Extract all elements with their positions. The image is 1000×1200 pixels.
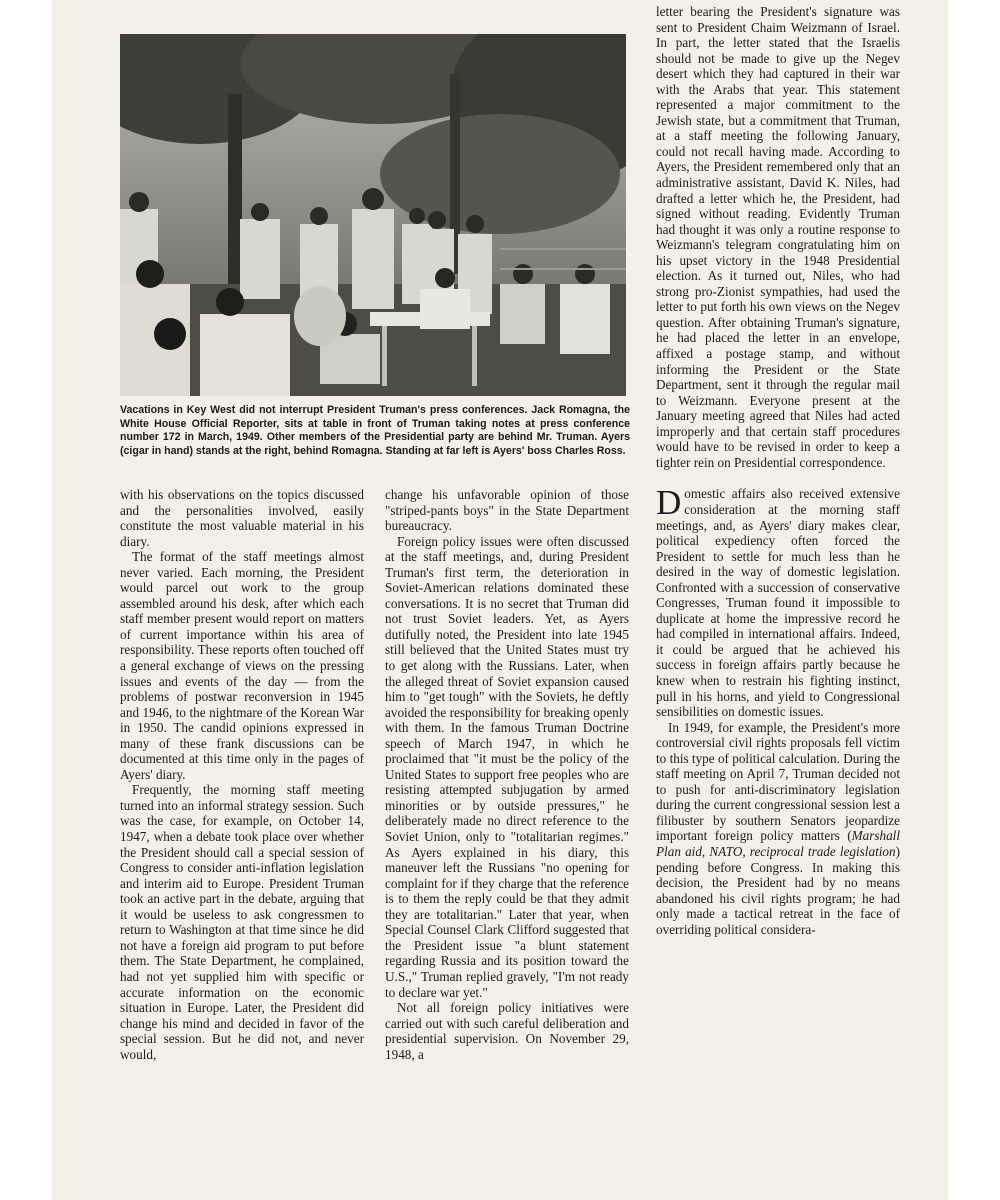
text-column-1 [120, 487, 364, 1187]
text-column-2 [385, 487, 629, 1187]
paragraph: Not all foreign policy initiatives were carried out with such careful deliberation and presidential supervision. On November 29, 1948, a [385, 1000, 629, 1062]
paragraph: Foreign policy issues were often discussed at the staff meetings, and, during President Truman's first term, the deterioration in Soviet-American relations dominated these conversations. It is no secret that Truman did not trust Soviet leaders. Yet, as Ayers dutifully noted, the President into late 1945 still believed that the United States must try to get along with the Russians. Later, when the alleged threat of Soviet expansion caused him to "get tough" with the Soviets, he deftly avoided the responsibility for breaking openly with them. In the famous Truman Doctrine speech of March 1947, in which he proclaimed that "it must be the policy of the United States to support free peoples who are resisting attempted subjugation by armed minorities or by outside pressures," he deliberately made no direct reference to the Soviet Union, only to "totalitarian regimes." As Ayers explained in his diary, this maneuver left the Russians "no opening for complaint for if they charge that the reference is to them the reply could be that they admit they are totalitarian." Later that year, when Special Counsel Clark Clifford suggested that the President issue "a blunt statement regarding Russia and its position toward the U.S.," Truman replied gravely, "I'm not ready to declare war yet." [385, 533, 629, 1000]
drop-cap: D [656, 483, 682, 523]
paragraph: The format of the staff meetings almost never varied. Each morning, the President would parcel out work to the group assembled around his desk, after which each staff member present would report on matters of current importance within his area of responsibility. These reports often touched off a general exchange of views on the pressing issues and events of the day — from the problems of postwar reconversion in 1945 and 1946, to the nightmare of the Korean War in 1950. The candid opinions expressed in many of these frank discussions can be documented at this time only in the pages of Ayers' diary. [120, 549, 364, 782]
paragraph: letter bearing the President's signature was sent to President Chaim Weizmann of Israel. In part, the letter stated that the Israelis should not be made to give up the Negev desert which they had captured in their war with the Arabs that year. This statement represented a major commitment to the Jewish state, but a commitment that Truman, at a staff meeting the following January, could not recall having made. According to Ayers, the President remembered only that an administrative assistant, David K. Niles, had drafted a letter which he, the President, had signed without reading. Evidently Truman had thought it was only a routine response to Weizmann's telegram congratulating him on his upset victory in the 1948 Presidential election. As it turned out, Niles, who had strong pro-Zionist sympathies, had used the letter to put forth his own views on the Negev question. After obtaining Truman's signature, he had placed the letter in an envelope, affixed a postage stamp, and without informing the President or the State Department, sent it through the regular mail to Weizmann. Everyone present at the January meeting agreed that Niles had acted improperly and that certain staff procedures would have to be revised in order to keep a tighter rein on Presidential correspondence. [656, 4, 900, 470]
document-page [52, 0, 948, 1200]
paragraph: with his observations on the topics discussed and the personalities involved, easily constitute the most valuable material in his diary. [120, 487, 364, 549]
text-column-3 [656, 0, 900, 1190]
paragraph-text: ) pending before Congress. In making this decision, the President had by no means abandoned his civil rights program; he had only made a tactical retreat in the face of overriding political considera- [656, 843, 900, 937]
paragraph-text: In 1949, for example, the President's more controversial civil rights proposals fell victim to this type of political calculation. During the staff meeting on April 7, Truman decided not to push for anti-discriminatory legislation during the current congressional session lest a filibuster by southern Senators jeopardize important foreign policy matters ( [656, 719, 900, 844]
italic-text: Marshall Plan aid, NATO, reciprocal trade legislation [656, 828, 900, 859]
photo-caption: Vacations in Key West did not interrupt President Truman's press conferences. Jack Romagna, the White House Official Reporter, sits at table in front of Truman taking notes at press conference number 172 in March, 1949. Other members of the Presidential party are behind Mr. Truman. Ayers (cigar in hand) stands at the right, behind Romagna. Standing at far left is Ayers' boss Charles Ross. [120, 404, 630, 457]
paragraph: Frequently, the morning staff meeting turned into an informal strategy session. Such was the case, for example, on October 14, 1947, when a debate took place over whether the President should call a special session of Congress to consider anti-inflation legislation and interim aid to Europe. President Truman took an active part in the debate, arguing that it would be useless to ask congressmen to return to Washington at that time since he did not have a foreign aid program to put before them. The State Department, he complained, had not yet supplied him with specific or accurate information on the economic situation in Europe. Later, the President did change his mind and decided in favor of the special session. But he did not, and never would, [120, 782, 364, 1062]
press-conference-photo [120, 34, 626, 396]
photo-illustration [120, 34, 626, 396]
paragraph: change his unfavorable opinion of those "striped-pants boys" in the State Department bureaucracy. [385, 487, 629, 534]
paragraph-with-dropcap [656, 483, 900, 720]
paragraph [656, 720, 900, 938]
paragraph-text: omestic affairs also received extensive consideration at the morning staff meetings, and, as Ayers' diary makes clear, political expediency often forced the President to settle for much less than he desired in the way of domestic legislation. Confronted with a succession of conservative Congresses, Truman found it impossible to duplicate at home the impressive record he had compiled in international affairs. Indeed, it could be argued that he achieved his success in foreign affairs partly because he knew when to restrain his fighting instinct, pull in his horns, and yield to Congressional sensibilities on domestic issues. [656, 486, 900, 720]
